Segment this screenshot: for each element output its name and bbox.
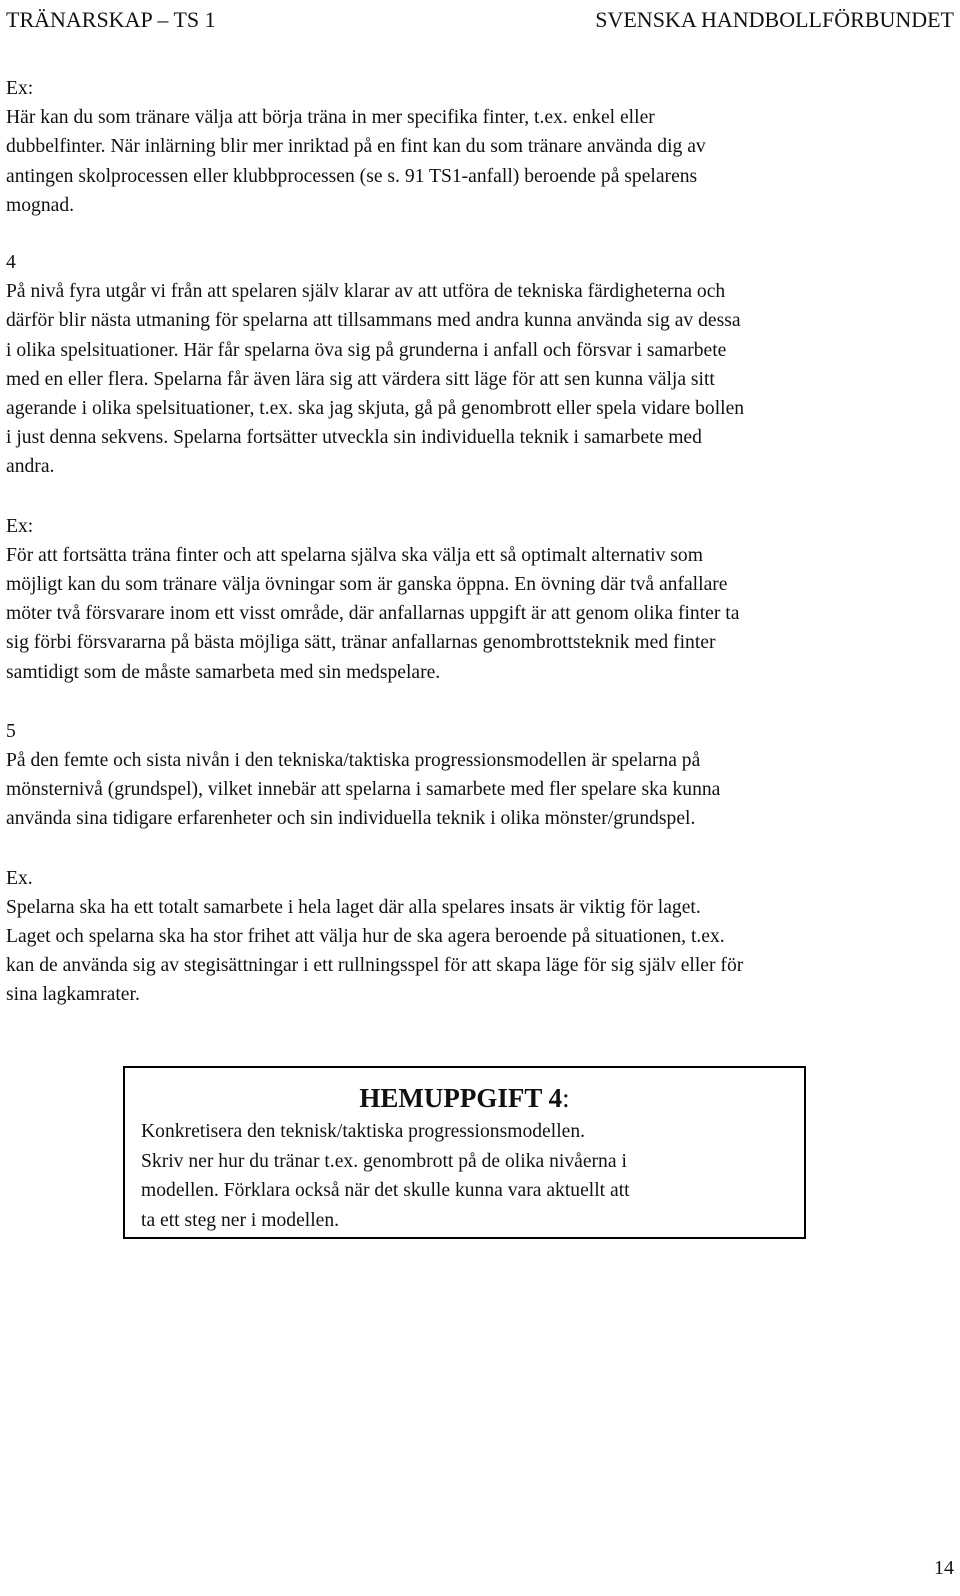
paragraph-line: med en eller flera. Spelarna får även lära sig att värdera sitt läge för att sen kunna välja sitt xyxy=(6,368,715,390)
paragraph-line: Laget och spelarna ska ha stor frihet att välja hur de ska agera beroende på situationen, t.ex. xyxy=(6,926,725,948)
paragraph-line: Spelarna ska ha ett totalt samarbete i hela laget där alla spelares insats är viktig för laget. xyxy=(6,896,701,918)
homework-line: ta ett steg ner i modellen. xyxy=(141,1209,340,1231)
paragraph-line: möjligt kan du som tränare välja övningar som är ganska öppna. En övning där två anfallare xyxy=(6,574,728,596)
paragraph-line: kan de använda sig av stegisättningar i ett rullningsspel för att skapa läge för sig själv eller för xyxy=(6,955,744,977)
paragraph-line: samtidigt som de måste samarbeta med sin medspelare. xyxy=(6,661,441,683)
section-example-3 xyxy=(6,864,956,1010)
paragraph-line: antingen skolprocessen eller klubbprocessen (se s. 91 TS1-anfall) beroende på spelarens xyxy=(6,165,698,187)
paragraph-line: På den femte och sista nivån i den tekniska/taktiska progressionsmodellen är spelarna på xyxy=(6,750,701,772)
example-label: Ex. xyxy=(6,867,33,889)
section-example-2 xyxy=(6,512,956,687)
paragraph-line: sina lagkamrater. xyxy=(6,984,140,1006)
homework-title-text: HEMUPPGIFT 4 xyxy=(359,1083,563,1113)
paragraph-line: sig förbi försvararna på bästa möjliga sätt, tränar anfallarnas genombrottsteknik med finter xyxy=(6,632,716,654)
paragraph-line: Här kan du som tränare välja att börja träna in mer specifika finter, t.ex. enkel eller xyxy=(6,107,655,129)
section-example-1 xyxy=(6,74,956,220)
paragraph-line: i just denna sekvens. Spelarna fortsätter utveckla sin individuella teknik i samarbete med xyxy=(6,427,702,449)
homework-title xyxy=(125,1080,804,1116)
header-course-title: TRÄNARSKAP – TS 1 xyxy=(6,7,216,32)
homework-box xyxy=(123,1066,806,1239)
paragraph-line: För att fortsätta träna finter och att spelarna själva ska välja ett så optimalt alternativ som xyxy=(6,544,703,566)
paragraph-line: mönsternivå (grundspel), vilket innebär att spelarna i samarbete med fler spelare ska kunna xyxy=(6,779,721,801)
homework-line: modellen. Förklara också när det skulle kunna vara aktuellt att xyxy=(141,1180,630,1201)
paragraph-line: agerande i olika spelsituationer, t.ex. ska jag skjuta, gå på genombrott eller spela vidare bollen xyxy=(6,398,745,420)
paragraph-line: använda sina tidigare erfarenheter och sin individuella teknik i olika mönster/grundspel. xyxy=(6,808,696,830)
section-level-5 xyxy=(6,717,956,834)
example-label: Ex: xyxy=(6,78,34,99)
paragraph-line: därför blir nästa utmaning för spelarna att tillsammans med andra kunna använda sig av dessa xyxy=(6,310,741,332)
paragraph-line: möter två försvarare inom ett visst område, där anfallarnas uppgift är att genom olika finter ta xyxy=(6,603,740,625)
page-number: 14 xyxy=(934,1557,954,1579)
level-number: 4 xyxy=(6,252,16,274)
homework-title-colon: : xyxy=(562,1083,570,1113)
paragraph-line: andra. xyxy=(6,456,55,478)
example-label: Ex: xyxy=(6,515,34,537)
homework-line: Skriv ner hur du tränar t.ex. genombrott på de olika nivåerna i xyxy=(141,1150,627,1172)
header-organization: SVENSKA HANDBOLLFÖRBUNDET xyxy=(595,7,954,32)
level-number: 5 xyxy=(6,720,16,742)
paragraph-line: dubbelfinter. När inlärning blir mer inriktad på en fint kan du som tränare använda dig av xyxy=(6,136,706,158)
paragraph-line: mognad. xyxy=(6,194,75,216)
homework-line: Konkretisera den teknisk/taktiska progressionsmodellen. xyxy=(141,1121,586,1142)
homework-instructions xyxy=(141,1117,780,1235)
paragraph-line: På nivå fyra utgår vi från att spelaren själv klarar av att utföra de tekniska färdigheterna och xyxy=(6,281,726,303)
paragraph-line: i olika spelsituationer. Här får spelarna öva sig på grunderna i anfall och försvar i samarbete xyxy=(6,339,727,361)
document-body xyxy=(6,74,956,1010)
section-level-4 xyxy=(6,248,956,482)
page-header xyxy=(6,6,954,34)
